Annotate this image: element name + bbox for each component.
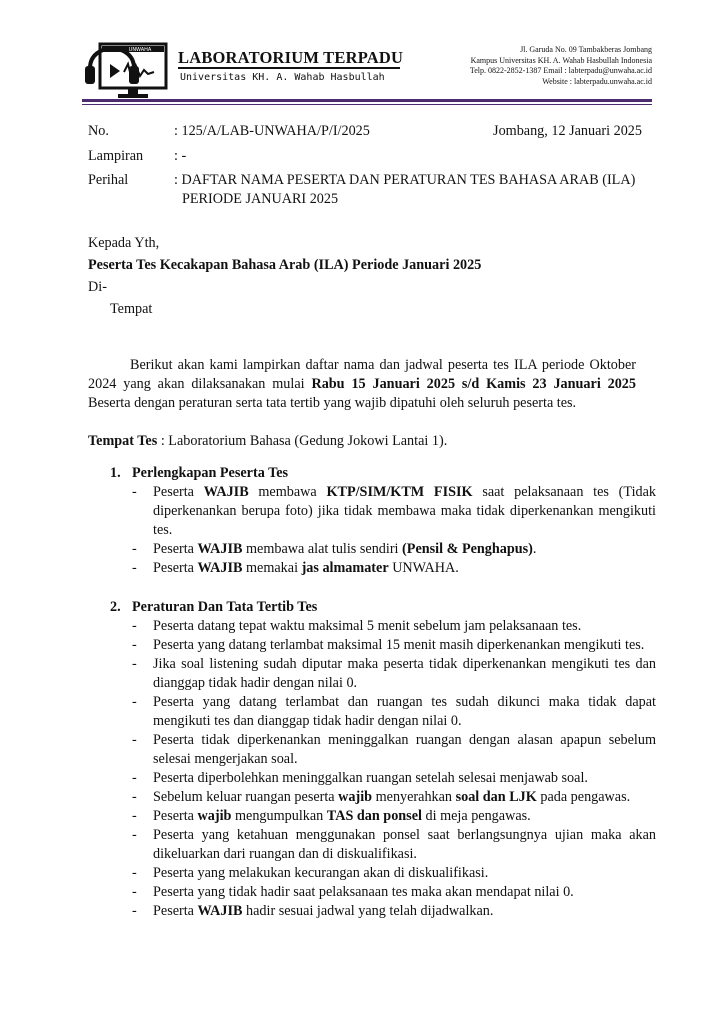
letterhead-rule-thick <box>82 99 652 102</box>
intro-part-2: Beserta dengan peraturan serta tata tertib yang wajib dipatuhi oleh seluruh peserta tes. <box>88 395 577 411</box>
lampiran-value: : - <box>174 148 187 164</box>
title-underline <box>178 67 400 69</box>
list-item: - Peserta WAJIB membawa alat tulis sendiri (Pensil & Penghapus). <box>132 541 537 557</box>
section-number: 2. <box>110 599 121 615</box>
addressee: Peserta Tes Kecakapan Bahasa Arab (ILA) Periode Januari 2025 <box>88 257 482 273</box>
intro-part-1: Berikut akan kami lampirkan daftar nama dan jadwal peserta tes ILA periode Oktober 2024 yang akan dilaksanakan mulai <box>88 357 636 392</box>
list-item: - Jika soal listening sudah diputar maka peserta tidak diperkenankan mengikuti tes dan dianggap tidak hadir dengan nilai 0. <box>132 656 656 691</box>
list-item: - Peserta tidak diperkenankan meninggalkan ruangan dengan alasan apapun sebelum selesai mengerjakan soal. <box>132 732 656 767</box>
venue-value: : Laboratorium Bahasa (Gedung Jokowi Lantai 1). <box>157 433 448 449</box>
list-item: - Peserta yang datang terlambat maksimal 15 menit masih diperkenankan mengikuti tes. <box>132 637 645 653</box>
tempat-label: Tempat <box>110 301 153 317</box>
laboratorium-logo <box>82 34 172 104</box>
address-line: Kampus Universitas KH. A. Wahab Hasbullah Indonesia <box>470 55 652 65</box>
venue-label: Tempat Tes <box>88 433 158 449</box>
letter-date: Jombang, 12 Januari 2025 <box>493 123 642 139</box>
lab-title: LABORATORIUM TERPADU <box>178 48 404 67</box>
intro-paragraph <box>88 356 636 413</box>
list-item: - Peserta yang melakukan kecurangan akan di diskualifikasi. <box>132 865 489 881</box>
address-line: Website : labterpadu.unwaha.ac.id <box>542 76 652 86</box>
list-item: - Peserta wajib mengumpulkan TAS dan ponsel di meja pengawas. <box>132 808 531 824</box>
address-line: Telp. 0822-2852-1387 Email : labterpadu@unwaha.ac.id <box>469 66 652 75</box>
section-2-list <box>132 617 656 921</box>
intro-dates: Rabu 15 Januari 2025 s/d Kamis 23 Januari 2025 <box>311 376 636 392</box>
section-1-list <box>132 483 656 578</box>
no-label: No. <box>88 123 109 139</box>
perihal-line-1: : DAFTAR NAMA PESERTA DAN PERATURAN TES BAHASA ARAB (ILA) <box>174 172 636 188</box>
list-item: - Peserta yang ketahuan menggunakan ponsel saat berlangsungnya ujian maka akan dikeluarkan dari ruangan dan di diskualifikasi. <box>132 827 656 862</box>
list-item: - Peserta datang tepat waktu maksimal 5 menit sebelum jam pelaksanaan tes. <box>132 618 582 634</box>
venue-line <box>88 432 447 451</box>
letterhead-rule-thin <box>82 104 652 105</box>
no-value: : 125/A/LAB-UNWAHA/P/I/2025 <box>174 123 370 139</box>
section-title: Peraturan Dan Tata Tertib Tes <box>132 599 318 615</box>
list-item: - Peserta yang tidak hadir saat pelaksanaan tes maka akan mendapat nilai 0. <box>132 884 574 900</box>
list-item: - Peserta WAJIB memakai jas almamater UNWAHA. <box>132 560 459 576</box>
list-item: - Peserta WAJIB membawa KTP/SIM/KTM FISIK saat pelaksanaan tes (Tidak diperkenankan berupa foto) jika tidak membawa maka tidak diperkenankan mengikuti tes. <box>132 484 656 538</box>
lampiran-label: Lampiran <box>88 148 144 164</box>
address-line: Jl. Garuda No. 09 Tambakberas Jombang <box>520 45 652 54</box>
section-title: Perlengkapan Peserta Tes <box>132 465 289 481</box>
lab-address <box>470 45 652 87</box>
list-item: - Sebelum keluar ruangan peserta wajib menyerahkan soal dan LJK pada pengawas. <box>132 789 631 805</box>
di-label: Di- <box>88 279 107 295</box>
lab-subtitle: Universitas KH. A. Wahab Hasbullah <box>180 72 385 83</box>
greeting: Kepada Yth, <box>88 235 160 251</box>
logo-text: UNWAHA <box>128 47 152 53</box>
list-item: - Peserta WAJIB hadir sesuai jadwal yang telah dijadwalkan. <box>132 903 494 919</box>
list-item: - Peserta yang datang terlambat dan ruangan tes sudah dikunci maka tidak dapat mengikuti tes dan dianggap tidak hadir dengan nilai 0. <box>132 694 656 729</box>
perihal-line-2: PERIODE JANUARI 2025 <box>182 191 339 207</box>
perihal-label: Perihal <box>88 172 129 188</box>
list-item: - Peserta diperbolehkan meninggalkan ruangan setelah selesai menjawab soal. <box>132 770 588 786</box>
section-number: 1. <box>110 465 121 481</box>
